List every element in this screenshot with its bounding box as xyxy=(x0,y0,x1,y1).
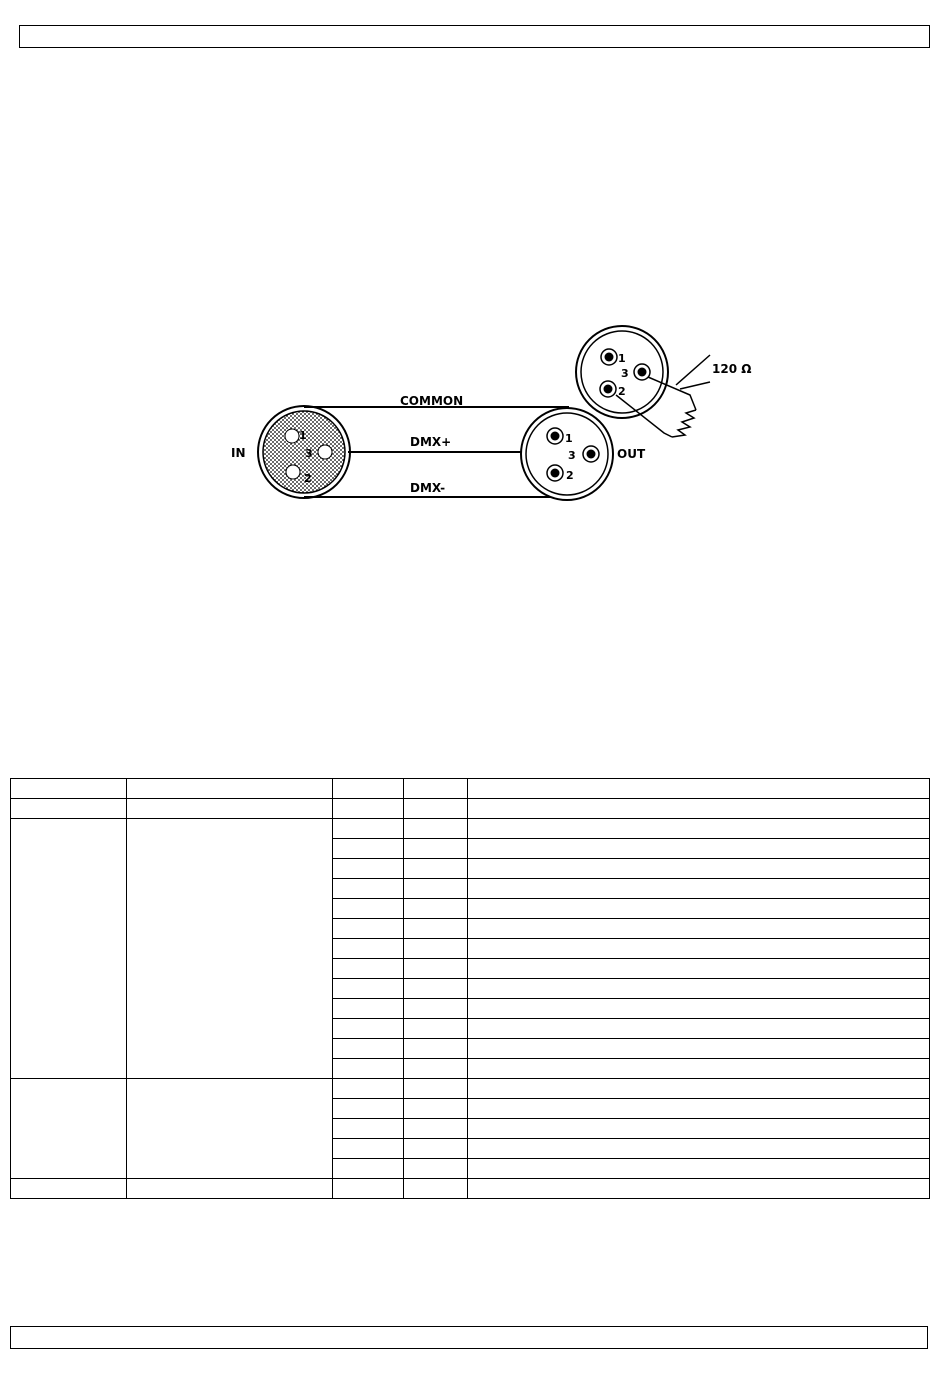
table-cell xyxy=(468,859,930,879)
table-cell xyxy=(333,859,404,879)
out-pin-3-label: 3 xyxy=(568,449,576,462)
table-cell xyxy=(333,1139,404,1159)
table-cell xyxy=(404,1139,468,1159)
table-body xyxy=(11,779,930,1199)
group-cell-2 xyxy=(127,1179,333,1199)
table-cell xyxy=(468,899,930,919)
table-cell xyxy=(468,1139,930,1159)
table-cell xyxy=(333,779,404,799)
table-cell xyxy=(468,959,930,979)
table-cell xyxy=(468,979,930,999)
table-cell xyxy=(404,939,468,959)
table-cell xyxy=(404,859,468,879)
group-cell-2 xyxy=(127,819,333,1079)
in-pin-2-label: 2 xyxy=(304,472,312,485)
table-cell xyxy=(333,899,404,919)
dmx-plus-label: DMX+ xyxy=(410,435,452,449)
out-connector xyxy=(521,408,613,500)
table-cell xyxy=(404,1159,468,1179)
term-pin-2-label: 2 xyxy=(618,385,626,398)
group-cell-1 xyxy=(11,799,127,819)
table-cell xyxy=(333,979,404,999)
table-cell xyxy=(404,1019,468,1039)
table-cell xyxy=(468,1039,930,1059)
group-cell-2 xyxy=(127,1079,333,1179)
group-cell-1 xyxy=(11,1179,127,1199)
table-cell xyxy=(404,839,468,859)
table-cell xyxy=(333,1179,404,1199)
table-cell xyxy=(468,1079,930,1099)
table-cell xyxy=(468,919,930,939)
table-row xyxy=(11,819,930,839)
table-cell xyxy=(468,1059,930,1079)
table-cell xyxy=(404,1099,468,1119)
table-cell xyxy=(404,1179,468,1199)
out-pin-1-label: 1 xyxy=(565,432,573,445)
table-cell xyxy=(333,1039,404,1059)
table-cell xyxy=(333,879,404,899)
out-label: OUT xyxy=(617,447,646,461)
table-cell xyxy=(468,879,930,899)
table-cell xyxy=(468,779,930,799)
group-cell-2 xyxy=(127,779,333,799)
dmx-wiring-diagram xyxy=(220,325,780,525)
table-cell xyxy=(468,1159,930,1179)
table-cell xyxy=(468,999,930,1019)
table-cell xyxy=(333,819,404,839)
table-cell xyxy=(404,979,468,999)
table-cell xyxy=(404,999,468,1019)
table-cell xyxy=(468,939,930,959)
common-label: COMMON xyxy=(400,394,464,408)
table-cell xyxy=(333,1159,404,1179)
term-pin-3-label: 3 xyxy=(621,367,629,380)
table-cell xyxy=(468,1099,930,1119)
in-connector xyxy=(258,406,350,498)
table-row xyxy=(11,799,930,819)
group-cell-2 xyxy=(127,799,333,819)
group-cell-1 xyxy=(11,779,127,799)
term-pin-1-label: 1 xyxy=(618,352,626,365)
table-cell xyxy=(333,999,404,1019)
table-cell xyxy=(404,1119,468,1139)
page-footer xyxy=(10,1326,928,1349)
dmx-minus-label: DMX- xyxy=(410,481,446,495)
table-cell xyxy=(404,919,468,939)
group-cell-1 xyxy=(11,1079,127,1179)
table-cell xyxy=(333,799,404,819)
out-pin-2-label: 2 xyxy=(566,469,574,482)
table-cell xyxy=(333,1019,404,1039)
table-cell xyxy=(468,819,930,839)
terminator-connector xyxy=(576,326,668,418)
table-cell xyxy=(333,839,404,859)
group-cell-1 xyxy=(11,819,127,1079)
table-cell xyxy=(404,819,468,839)
table-cell xyxy=(468,1179,930,1199)
table-cell xyxy=(333,939,404,959)
table-cell xyxy=(404,899,468,919)
table-cell xyxy=(468,1119,930,1139)
in-pin-1-label: 1 xyxy=(299,429,307,442)
page-header xyxy=(19,25,930,48)
table-cell xyxy=(404,959,468,979)
table-cell xyxy=(404,1079,468,1099)
table-cell xyxy=(333,1059,404,1079)
table-row xyxy=(11,1079,930,1099)
table-cell xyxy=(333,919,404,939)
table-cell xyxy=(333,959,404,979)
table-cell xyxy=(404,879,468,899)
table-cell xyxy=(333,1079,404,1099)
table-cell xyxy=(468,1019,930,1039)
in-pin-3-label: 3 xyxy=(305,447,313,460)
table-cell xyxy=(333,1119,404,1139)
table-cell xyxy=(404,779,468,799)
table-cell xyxy=(333,1099,404,1119)
table-cell xyxy=(468,839,930,859)
table-cell xyxy=(404,1059,468,1079)
dmx-channel-table xyxy=(10,778,930,1199)
table-row xyxy=(11,779,930,799)
resistor-label: 120 Ω xyxy=(712,362,752,376)
table-cell xyxy=(404,799,468,819)
in-label: IN xyxy=(231,446,246,460)
table-cell xyxy=(404,1039,468,1059)
table-row xyxy=(11,1179,930,1199)
table-cell xyxy=(468,799,930,819)
